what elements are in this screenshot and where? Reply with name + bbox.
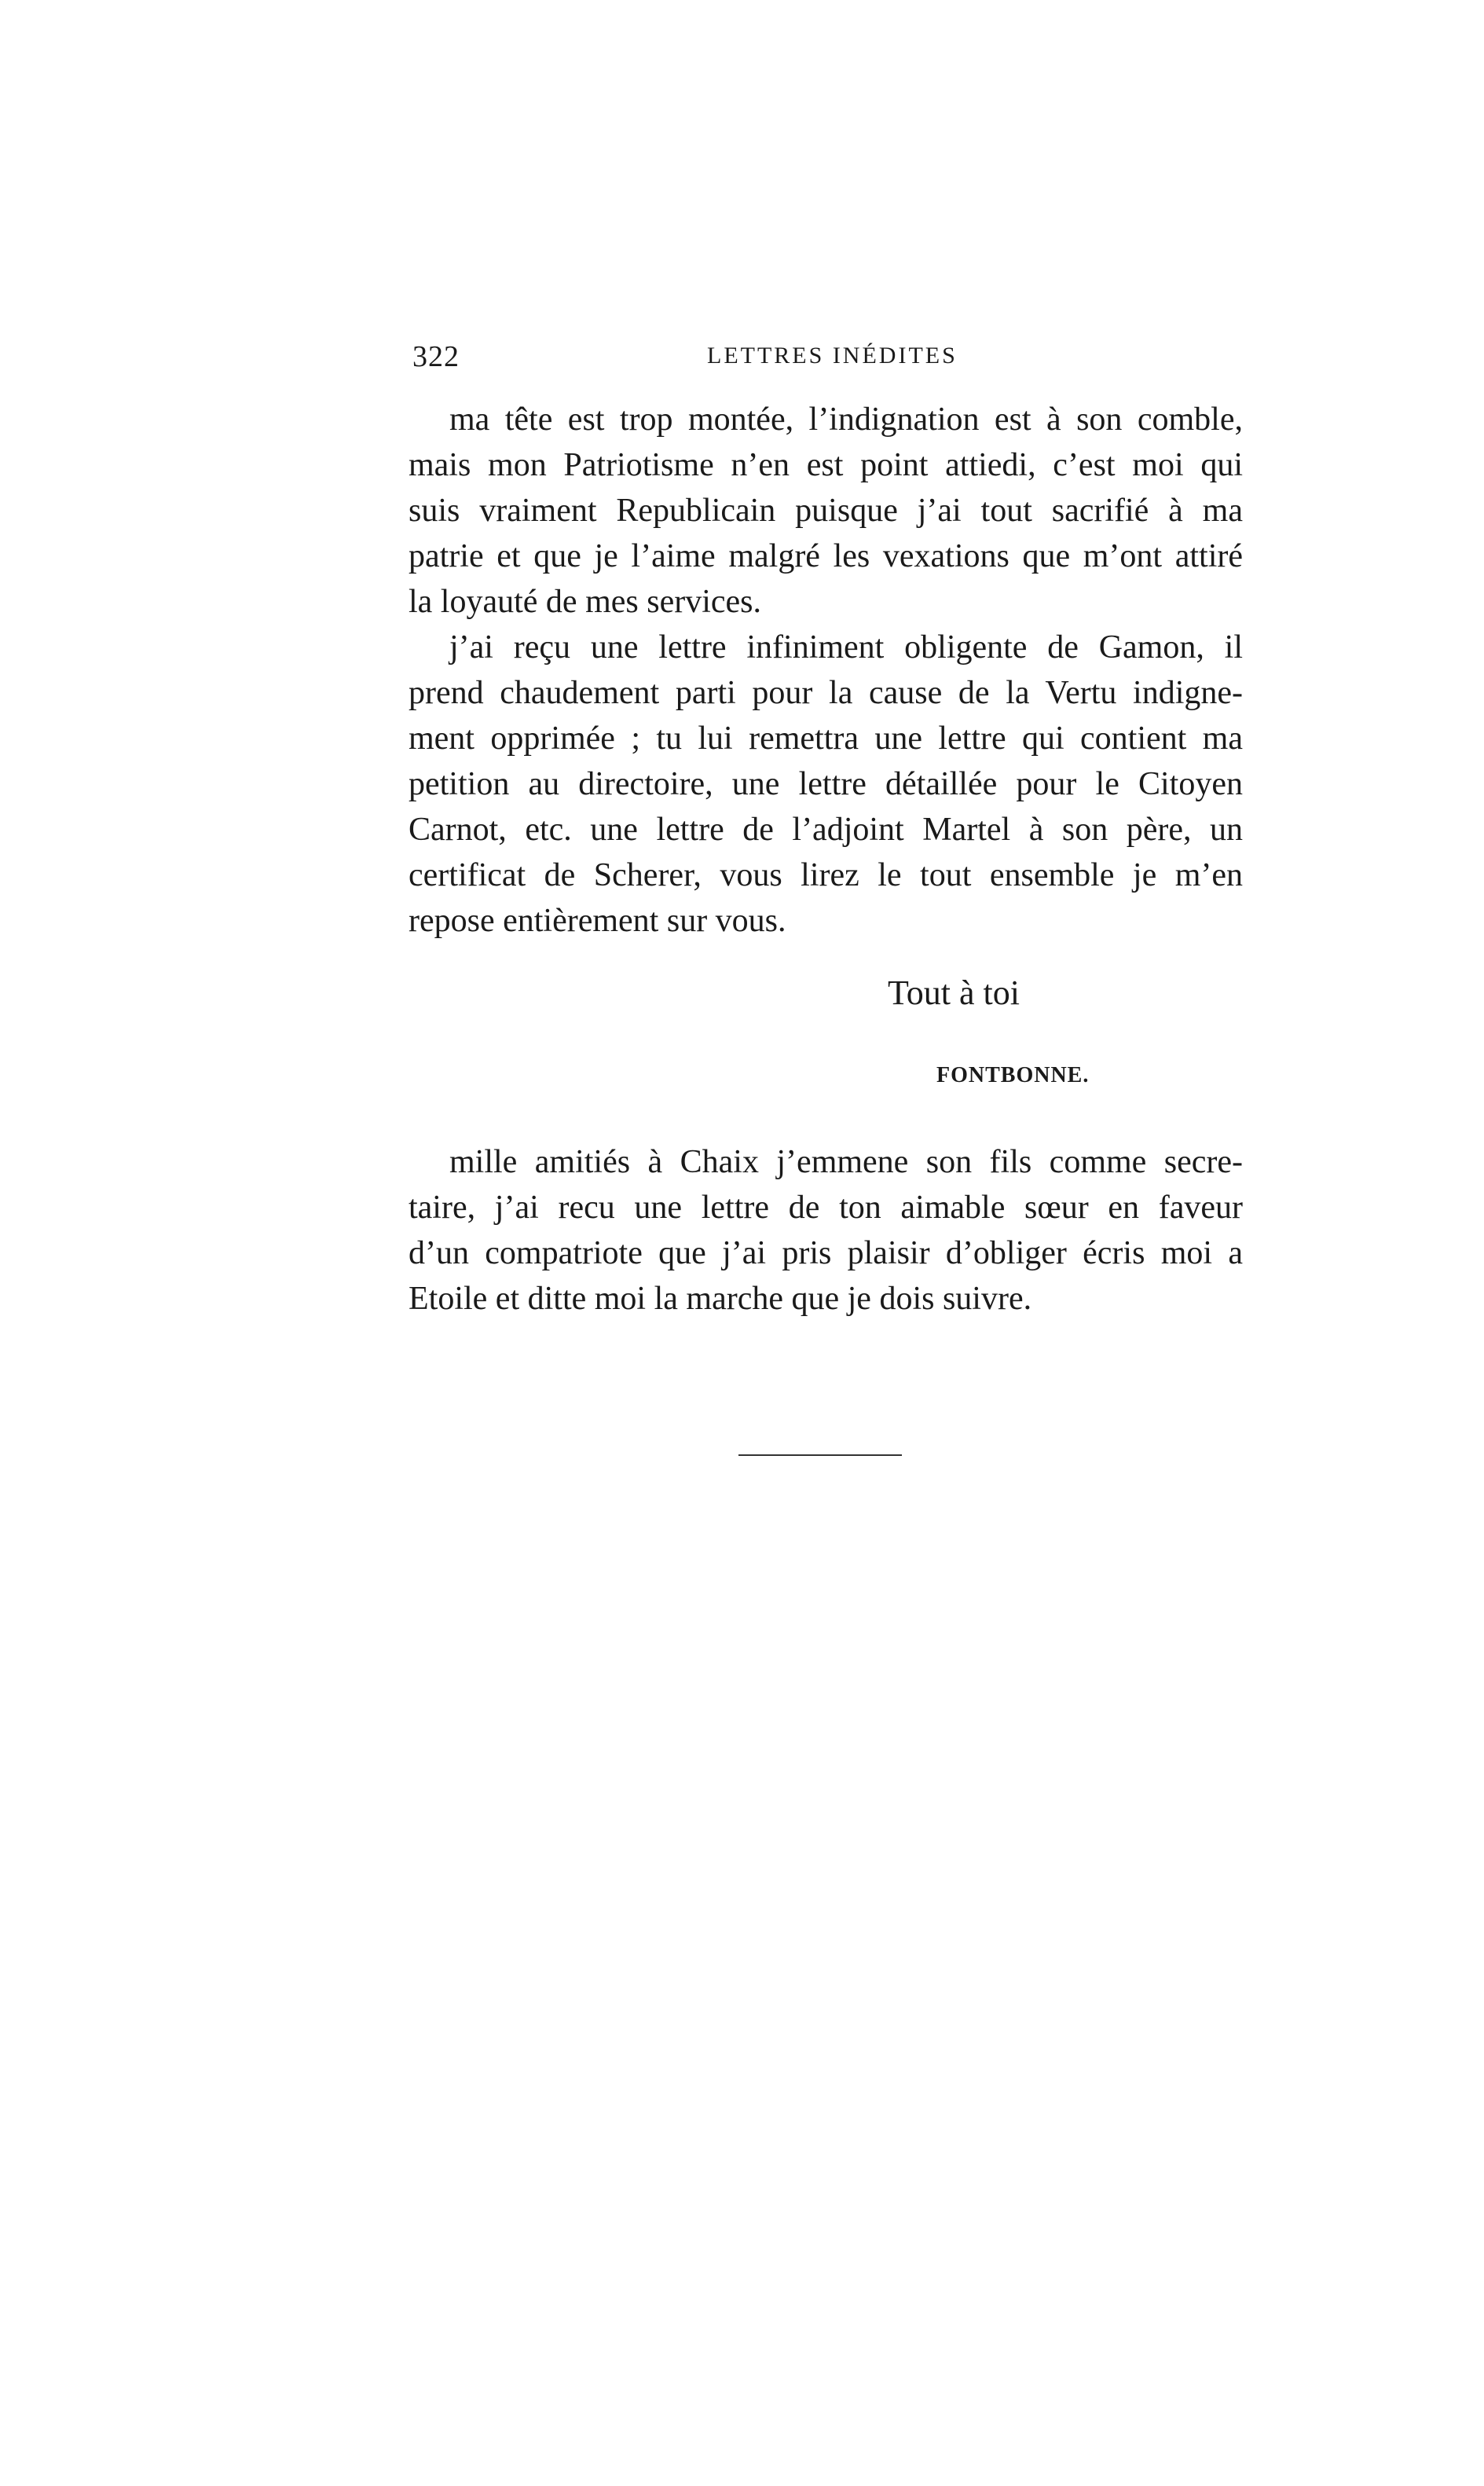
text-line: ma tête est trop montée, l’indignation est à son comble, <box>449 402 1243 438</box>
text-line: prend chaudement parti pour la cause de la Vertu indigne- <box>409 675 1243 711</box>
text-line: j’ai reçu une lettre infiniment obligente de Gamon, il <box>449 629 1243 666</box>
text-line: petition au directoire, une lettre détaillée pour le Citoyen <box>409 766 1243 802</box>
signature: FONTBONNE. <box>936 1063 1090 1087</box>
text-line: Carnot, etc. une lettre de l’adjoint Martel à son père, un <box>409 812 1243 848</box>
end-rule-divider <box>738 1454 902 1456</box>
paragraph-2 <box>409 625 1243 944</box>
text-line: Etoile et ditte moi la marche que je dois suivre. <box>409 1281 1032 1317</box>
text-line: taire, j’ai recu une lettre de ton aimable sœur en faveur <box>409 1190 1243 1226</box>
text-line: mille amitiés à Chaix j’emmene son fils comme secre- <box>449 1144 1243 1180</box>
paragraph-1 <box>409 397 1243 625</box>
text-line: d’un compatriote que j’ai pris plaisir d’obliger écris moi a <box>409 1235 1243 1271</box>
text-line: suis vraiment Republicain puisque j’ai tout sacrifié à ma <box>409 493 1243 529</box>
text-line: la loyauté de mes services. <box>409 584 761 620</box>
paragraph-3 <box>409 1139 1243 1322</box>
text-line: repose entièrement sur vous. <box>409 903 786 939</box>
text-line: patrie et que je l’aime malgré les vexations que m’ont attiré <box>409 538 1243 574</box>
text-line: mais mon Patriotisme n’en est point attiedi, c’est moi qui <box>409 447 1243 483</box>
text-line: ment opprimée ; tu lui remettra une lettre qui contient ma <box>409 720 1243 757</box>
closing-salutation: Tout à toi <box>888 974 1020 1012</box>
running-title: LETTRES INÉDITES <box>707 343 958 368</box>
text-line: certificat de Scherer, vous lirez le tout ensemble je m’en <box>409 857 1243 893</box>
page-number: 322 <box>412 340 460 373</box>
